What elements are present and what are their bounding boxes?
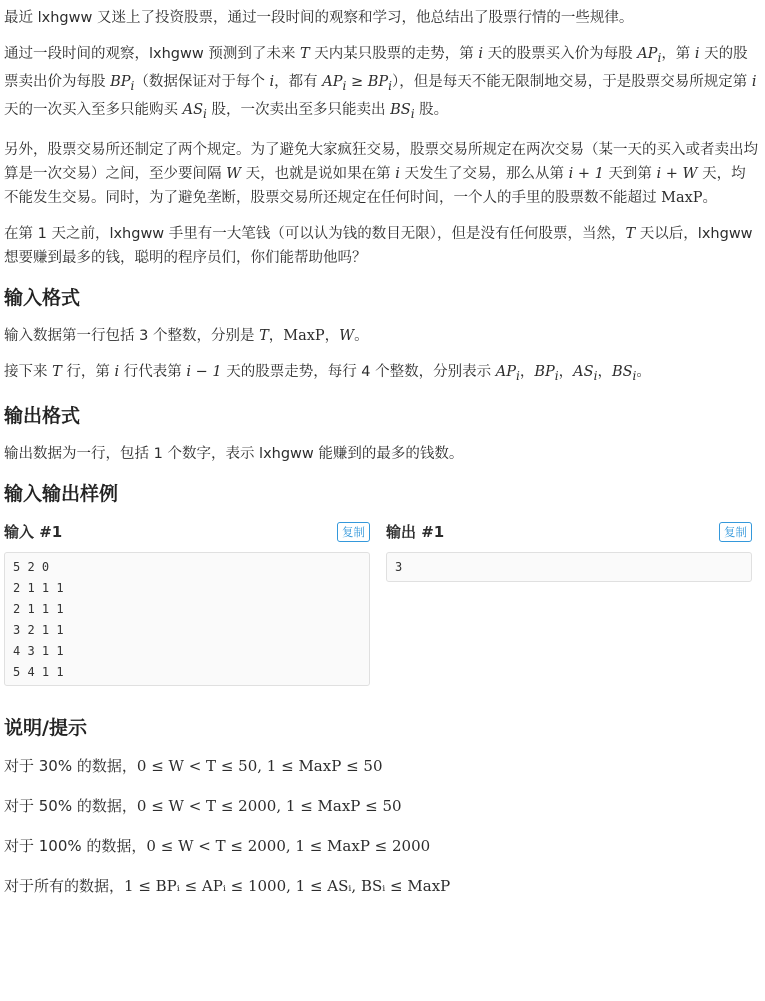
text: 接下来 (4, 363, 53, 380)
math-T: T (625, 225, 636, 242)
math-constraint: 0 ≤ W < T ≤ 2000, 1 ≤ MaxP ≤ 50 (136, 796, 402, 815)
math-bpi (110, 73, 135, 93)
math-sub: i (657, 50, 662, 65)
math-maxp: MaxP (661, 189, 703, 206)
sample-output-header (386, 520, 752, 544)
math-T: T (52, 363, 62, 380)
text: 天的一次买入至多只能购买 (4, 101, 183, 118)
math-constraint: 0 ≤ W < T ≤ 50, 1 ≤ MaxP ≤ 50 (136, 756, 383, 775)
samples-heading: 输入输出样例 (4, 482, 119, 505)
hint-line-4 (4, 874, 760, 898)
text: 天发生了交易，那么从第 (399, 165, 569, 182)
math-op: ≥ (346, 73, 368, 90)
math-sub: i (388, 78, 393, 93)
math-T: T (299, 46, 310, 62)
description-paragraph-1: 最近 lxhgww 又迷上了投资股票，通过一段时间的观察和学习，他总结出了股票行情的一些规律。 (4, 10, 634, 26)
math-i-plus-w: i + W (656, 165, 698, 182)
math-condition (322, 73, 393, 93)
math-i: i (694, 46, 700, 62)
hint-line-2 (4, 794, 760, 818)
math-sub: i (632, 368, 637, 383)
math-bp: BP (110, 73, 131, 90)
math-bsi (611, 363, 637, 383)
math-bsi (390, 101, 415, 121)
sample-output-label: 输出 #1 (386, 522, 445, 541)
description-paragraph-4 (4, 222, 760, 270)
text: 对于 100% 的数据， (4, 836, 147, 855)
output-format-text: 输出数据为一行，包括 1 个数字，表示 lxhgww 能赚到的最多的钱数。 (4, 445, 464, 462)
math-i: i (478, 46, 483, 62)
math-sub: i (342, 78, 347, 93)
text: 对于 30% 的数据， (4, 756, 137, 775)
math-i: i (395, 165, 400, 182)
text: ，第 (661, 46, 695, 62)
math-bp: BP (534, 363, 555, 380)
math-sub: i (203, 106, 207, 121)
math-i: i (269, 73, 275, 90)
hint-heading: 说明/提示 (4, 716, 87, 739)
hint-line-1 (4, 754, 760, 778)
math-constraint: 1 ≤ BPᵢ ≤ APᵢ ≤ 1000, 1 ≤ ASᵢ, BSᵢ ≤ MaxP (124, 876, 451, 895)
math-asi (573, 363, 598, 383)
math-i: i (751, 73, 757, 90)
math-sub: i (516, 368, 520, 383)
text: （数据保证对于每个 (134, 73, 270, 90)
math-i: i (114, 363, 120, 380)
sample-output-code: 3 (386, 552, 752, 582)
problem-content (4, 6, 760, 914)
text: 对于 50% 的数据， (4, 796, 137, 815)
input-format-line-1 (4, 324, 760, 348)
description-paragraph-2 (4, 42, 760, 126)
math-bp: BP (367, 73, 389, 90)
description-paragraph-3 (4, 138, 760, 210)
math-ap: AP (637, 46, 658, 62)
text: 对于所有的数据， (4, 876, 125, 895)
math-as: AS (573, 363, 594, 380)
math-ap: AP (495, 363, 516, 380)
sample-input-label: 输入 #1 (4, 522, 63, 541)
math-sub: i (554, 368, 559, 383)
text: ， (268, 327, 284, 344)
sample-input-block (4, 520, 370, 686)
copy-input-button[interactable]: 复制 (337, 522, 370, 542)
math-as: AS (182, 101, 204, 118)
text: 通过一段时间的观察，lxhgww 预测到了未来 (4, 46, 300, 62)
text: 天内某只股票的走势，第 (309, 46, 479, 62)
output-format-heading: 输出格式 (4, 404, 81, 427)
text: 行，第 (61, 363, 115, 380)
text: ， (519, 363, 535, 380)
math-api (637, 46, 662, 65)
text: ），但是每天不能无限制地交易，于是股票交易所规定第 (392, 73, 752, 90)
math-bs: BS (390, 101, 411, 118)
math-sub: i (130, 78, 135, 93)
text: 股，一次卖出至多只能卖出 (206, 101, 391, 118)
math-bs: BS (611, 363, 633, 380)
text: 。 (702, 189, 718, 206)
input-format-heading: 输入格式 (4, 286, 81, 309)
text: ，都有 (274, 73, 323, 90)
text: 。 (636, 363, 651, 380)
text: 天的股票走势，每行 4 个整数，分别表示 (221, 363, 496, 380)
text: 行代表第 (119, 363, 187, 380)
math-bpi (534, 363, 559, 383)
text: 另外，股票交易所还制定了两个规定。为了避免大家疯狂交易，股票交易所规定在两次交易（某一天的买入或者卖出均算是一次交易）之间，至少要间隔 (4, 141, 758, 182)
math-i-minus-1: i − 1 (186, 363, 222, 380)
text: 天，也就是说如果在第 (241, 165, 396, 182)
sample-output-block (386, 520, 752, 686)
text: ， (558, 363, 574, 380)
math-W: W (339, 327, 355, 344)
math-i-plus-1: i + 1 (568, 165, 604, 182)
math-maxp: MaxP (283, 327, 325, 344)
hint-list (4, 754, 760, 898)
sample-input-code: 5 2 0 2 1 1 1 2 1 1 1 3 2 1 1 4 3 1 1 5 4 1 1 (4, 552, 370, 686)
math-sub: i (410, 106, 415, 121)
hint-line-3 (4, 834, 760, 858)
text: 天的股票买入价为每股 (482, 46, 638, 62)
math-constraint: 0 ≤ W < T ≤ 2000, 1 ≤ MaxP ≤ 2000 (146, 836, 431, 855)
text: 天以后，lxhgww 想要赚到最多的钱，聪明的程序员们，你们能帮助他吗？ (4, 225, 753, 266)
text: 天的股票卖出价为每股 (4, 46, 748, 90)
text: ， (597, 363, 612, 380)
math-asi (182, 101, 207, 121)
text: 输入数据第一行包括 3 个整数，分别是 (4, 327, 260, 344)
text: 天，均不能发生交易。同时，为了避免垄断，股票交易所还规定在任何时间，一个人的手里的股票数不能超过 (4, 165, 746, 206)
math-ap: AP (322, 73, 343, 90)
math-W: W (226, 165, 242, 182)
text: 在第 1 天之前，lxhgww 手里有一大笔钱（可以认为钱的数目无限），但是没有任何股票，当然， (4, 225, 626, 242)
copy-output-button[interactable]: 复制 (719, 522, 752, 542)
text: ， (324, 327, 340, 344)
math-api (495, 363, 520, 383)
text: 股。 (414, 101, 449, 118)
text: 天到第 (603, 165, 657, 182)
sample-input-header (4, 520, 370, 544)
text: 。 (354, 327, 369, 344)
math-T: T (259, 327, 269, 344)
math-sub: i (593, 368, 598, 383)
samples-row (4, 520, 760, 686)
input-format-line-2 (4, 360, 760, 388)
